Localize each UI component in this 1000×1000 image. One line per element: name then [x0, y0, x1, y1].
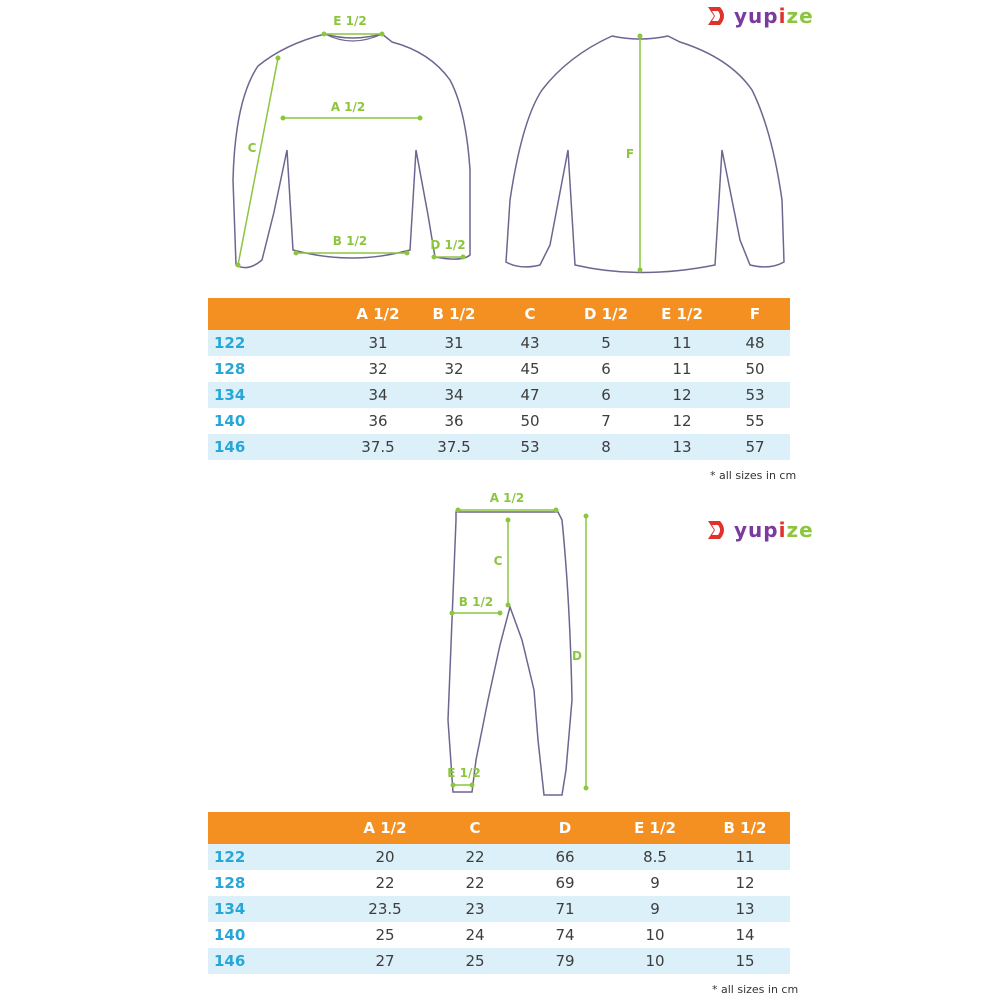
column-header: C [492, 298, 568, 330]
table-cell: 22 [430, 844, 520, 870]
shirt-size-table [208, 298, 790, 460]
size-label: 146 [208, 434, 340, 460]
table-cell: 36 [340, 408, 416, 434]
table-cell: 71 [520, 896, 610, 922]
size-label: 140 [208, 408, 340, 434]
table-cell: 12 [644, 382, 720, 408]
table-cell: 66 [520, 844, 610, 870]
column-header [208, 298, 340, 330]
table-cell: 34 [340, 382, 416, 408]
table-cell: 6 [568, 356, 644, 382]
size-label: 146 [208, 948, 340, 974]
size-label: 134 [208, 896, 340, 922]
table-cell: 10 [610, 922, 700, 948]
table-cell: 53 [492, 434, 568, 460]
column-header: D [520, 812, 610, 844]
table-cell: 57 [720, 434, 790, 460]
table-cell: 22 [340, 870, 430, 896]
table-cell: 36 [416, 408, 492, 434]
table-cell: 11 [644, 330, 720, 356]
table-row [208, 870, 790, 896]
shirt-label-b: B 1/2 [332, 234, 368, 248]
pants-label-a: A 1/2 [489, 491, 525, 505]
table-cell: 69 [520, 870, 610, 896]
table-cell: 74 [520, 922, 610, 948]
table-cell: 53 [720, 382, 790, 408]
table-cell: 5 [568, 330, 644, 356]
table-cell: 45 [492, 356, 568, 382]
table-cell: 22 [430, 870, 520, 896]
size-label: 140 [208, 922, 340, 948]
column-header: E 1/2 [610, 812, 700, 844]
pants-label-d: D [572, 649, 582, 663]
table-row [208, 356, 790, 382]
table-row [208, 948, 790, 974]
table-cell: 31 [416, 330, 492, 356]
table-cell: 8 [568, 434, 644, 460]
table-cell: 23.5 [340, 896, 430, 922]
column-header: E 1/2 [644, 298, 720, 330]
table-cell: 6 [568, 382, 644, 408]
pants-label-c: C [493, 554, 503, 568]
table-row [208, 922, 790, 948]
table-row [208, 844, 790, 870]
table-cell: 20 [340, 844, 430, 870]
column-header: D 1/2 [568, 298, 644, 330]
column-header: B 1/2 [416, 298, 492, 330]
size-label: 122 [208, 844, 340, 870]
table-cell: 23 [430, 896, 520, 922]
table-header-row [208, 298, 790, 330]
column-header: A 1/2 [340, 812, 430, 844]
column-header: A 1/2 [340, 298, 416, 330]
size-label: 128 [208, 356, 340, 382]
pants-outline [448, 512, 572, 795]
table-cell: 14 [700, 922, 790, 948]
table-cell: 15 [700, 948, 790, 974]
table-cell: 7 [568, 408, 644, 434]
table-cell: 8.5 [610, 844, 700, 870]
table-cell: 31 [340, 330, 416, 356]
column-header: B 1/2 [700, 812, 790, 844]
table-cell: 11 [700, 844, 790, 870]
column-header [208, 812, 340, 844]
brand-mark-icon [706, 5, 730, 27]
table-cell: 25 [430, 948, 520, 974]
table-cell: 34 [416, 382, 492, 408]
table-cell: 13 [644, 434, 720, 460]
table-header-row [208, 812, 790, 844]
table-cell: 11 [644, 356, 720, 382]
shirt-label-d: D 1/2 [430, 238, 466, 252]
table-cell: 12 [644, 408, 720, 434]
pants-units-note: * all sizes in cm [712, 983, 799, 996]
table-cell: 12 [700, 870, 790, 896]
shirt-diagram [0, 0, 1000, 300]
table-cell: 24 [430, 922, 520, 948]
shirt-label-a: A 1/2 [330, 100, 366, 114]
table-cell: 32 [340, 356, 416, 382]
size-label: 122 [208, 330, 340, 356]
table-row [208, 434, 790, 460]
table-cell: 50 [492, 408, 568, 434]
table-cell: 10 [610, 948, 700, 974]
table-row [208, 408, 790, 434]
table-cell: 43 [492, 330, 568, 356]
shirt-units-note: * all sizes in cm [710, 469, 797, 482]
table-cell: 55 [720, 408, 790, 434]
shirt-front-outline [233, 34, 470, 268]
table-cell: 13 [700, 896, 790, 922]
shirt-label-e: E 1/2 [333, 14, 367, 28]
pants-diagram [0, 480, 1000, 810]
pants-size-table [208, 812, 790, 974]
shirt-label-f: F [625, 147, 635, 161]
brand-logo [706, 4, 814, 28]
table-cell: 79 [520, 948, 610, 974]
table-cell: 32 [416, 356, 492, 382]
table-cell: 27 [340, 948, 430, 974]
brand-wordmark: yupize [734, 4, 814, 28]
size-label: 134 [208, 382, 340, 408]
brand-logo [706, 518, 814, 542]
table-cell: 37.5 [340, 434, 416, 460]
shirt-label-c: C [247, 141, 257, 155]
table-cell: 25 [340, 922, 430, 948]
column-header: F [720, 298, 790, 330]
column-header: C [430, 812, 520, 844]
table-row [208, 330, 790, 356]
shirt-back-outline [506, 36, 784, 273]
table-cell: 9 [610, 896, 700, 922]
pants-label-b: B 1/2 [458, 595, 494, 609]
size-label: 128 [208, 870, 340, 896]
table-cell: 9 [610, 870, 700, 896]
pants-label-e: E 1/2 [447, 766, 481, 780]
table-cell: 37.5 [416, 434, 492, 460]
table-cell: 47 [492, 382, 568, 408]
table-cell: 50 [720, 356, 790, 382]
brand-mark-icon [706, 519, 730, 541]
table-cell: 48 [720, 330, 790, 356]
table-row [208, 896, 790, 922]
table-row [208, 382, 790, 408]
brand-wordmark: yupize [734, 518, 814, 542]
